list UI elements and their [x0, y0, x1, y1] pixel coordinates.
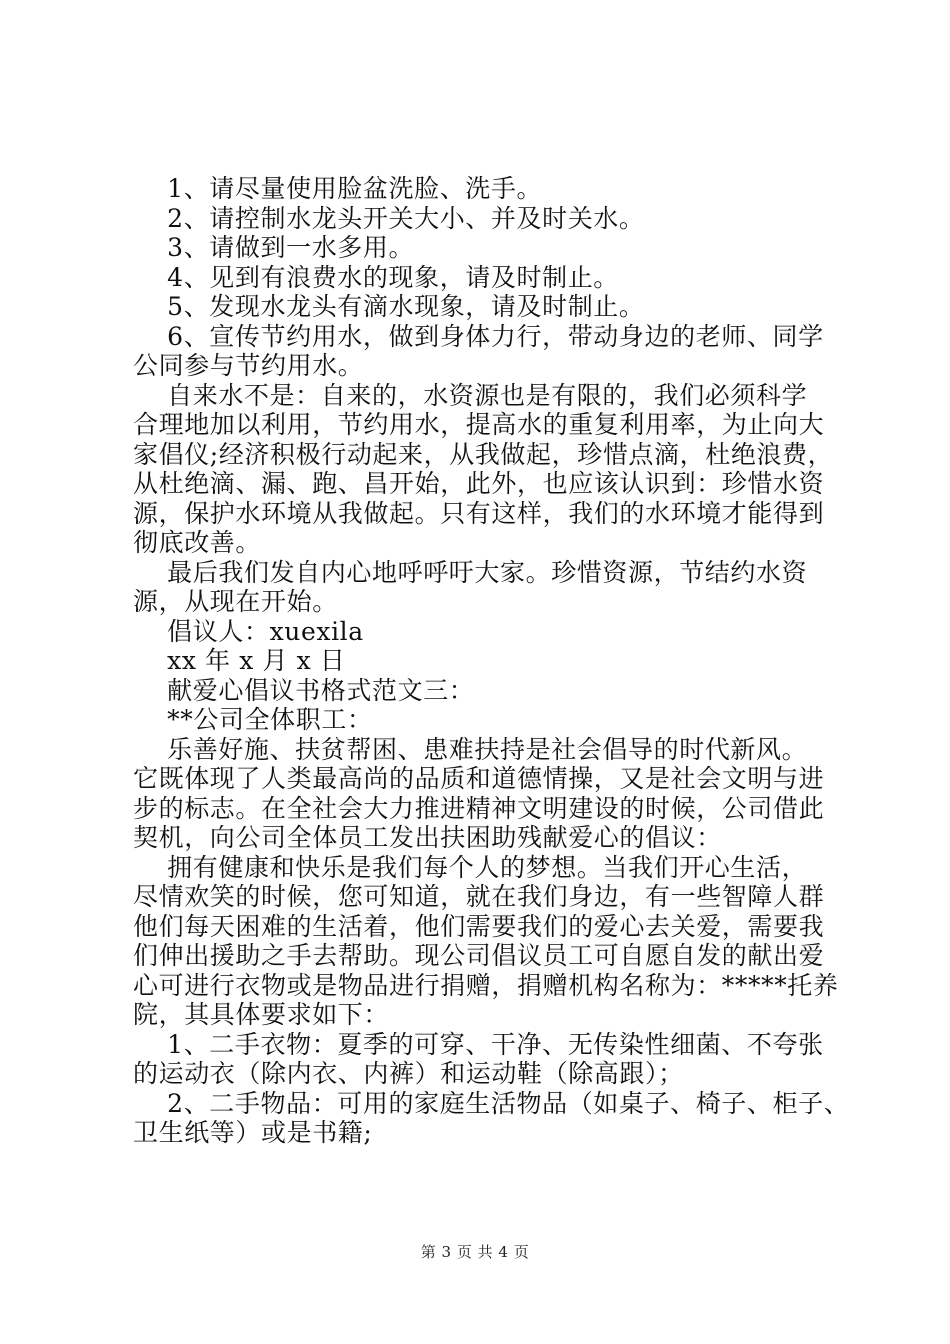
- text-line: 他们每天困难的生活着，他们需要我们的爱心去关爱，需要我: [133, 911, 825, 941]
- text-line: 6、宣传节约用水，做到身体力行，带动身边的老师、同学: [133, 321, 824, 351]
- text-line: 从杜绝滴、漏、跑、昌开始，此外，也应该认识到：珍惜水资: [133, 469, 825, 498]
- text-line: 步的标志。在全社会大力推进精神文明建设的时候，公司借此: [133, 793, 825, 823]
- text-line: 心可进行衣物或是物品进行捐赠，捐赠机构名称为：*****托养: [133, 970, 839, 1000]
- text-line: 自来水不是：自来的，水资源也是有限的，我们必须科学: [133, 380, 808, 410]
- text-line: 彻底改善。: [133, 528, 262, 557]
- text-line: 1、二手衣物：夏季的可穿、干净、无传染性细菌、不夸张: [133, 1029, 824, 1059]
- document-body: [133, 174, 850, 1148]
- text-line: 它既体现了人类最高尚的品质和道德情操，又是社会文明与进: [133, 764, 825, 793]
- page-number-footer: 第 3 页 共 4 页: [420, 1243, 530, 1261]
- text-line: 的运动衣（除内衣、内裤）和运动鞋（除高跟）；: [133, 1059, 684, 1088]
- text-line: 家倡仪;经济积极行动起来，从我做起，珍惜点滴，杜绝浪费，: [133, 439, 834, 469]
- text-line: 源，保护水环境从我做起。只有这样，我们的水环境才能得到: [133, 498, 825, 528]
- text-line: 倡议人：xuexila: [133, 616, 364, 646]
- text-line: 1、请尽量使用脸盆洗脸、洗手。: [133, 174, 543, 203]
- text-line: 院，其具体要求如下：: [133, 1000, 390, 1029]
- text-line: 卫生纸等）或是书籍;: [133, 1118, 373, 1147]
- text-line: 们伸出援助之手去帮助。现公司倡议员工可自愿自发的献出爱: [133, 941, 825, 970]
- text-line: 拥有健康和快乐是我们每个人的梦想。当我们开心生活，: [133, 852, 808, 882]
- text-line: 献爱心倡议书格式范文三：: [133, 675, 475, 705]
- text-line: 4、见到有浪费水的现象，请及时制止。: [133, 262, 619, 292]
- text-line: 最后我们发自内心地呼呼吁大家。珍惜资源，节结约水资: [133, 557, 808, 587]
- text-line: 源，从现在开始。: [133, 587, 338, 616]
- text-line: xx 年 x 月 x 日: [133, 646, 346, 675]
- text-line: 合理地加以利用，节约用水，提高水的重复利用率，为止向大: [133, 410, 825, 439]
- text-line: 5、发现水龙头有滴水现象，请及时制止。: [133, 292, 645, 321]
- text-line: 公同参与节约用水。: [133, 351, 364, 380]
- text-line: 契机，向公司全体员工发出扶困助残献爱心的倡议：: [133, 823, 722, 852]
- text-line: 尽情欢笑的时候，您可知道，就在我们身边，有一些智障人群: [133, 882, 825, 911]
- text-line: **公司全体职工：: [133, 705, 373, 734]
- text-line: 乐善好施、扶贫帮困、患难扶持是社会倡导的时代新风。: [133, 734, 808, 764]
- text-line: 2、请控制水龙头开关大小、并及时关水。: [133, 203, 645, 233]
- text-line: 2、二手物品：可用的家庭生活物品（如桌子、椅子、柜子、: [133, 1088, 850, 1118]
- text-line: 3、请做到一水多用。: [133, 233, 415, 262]
